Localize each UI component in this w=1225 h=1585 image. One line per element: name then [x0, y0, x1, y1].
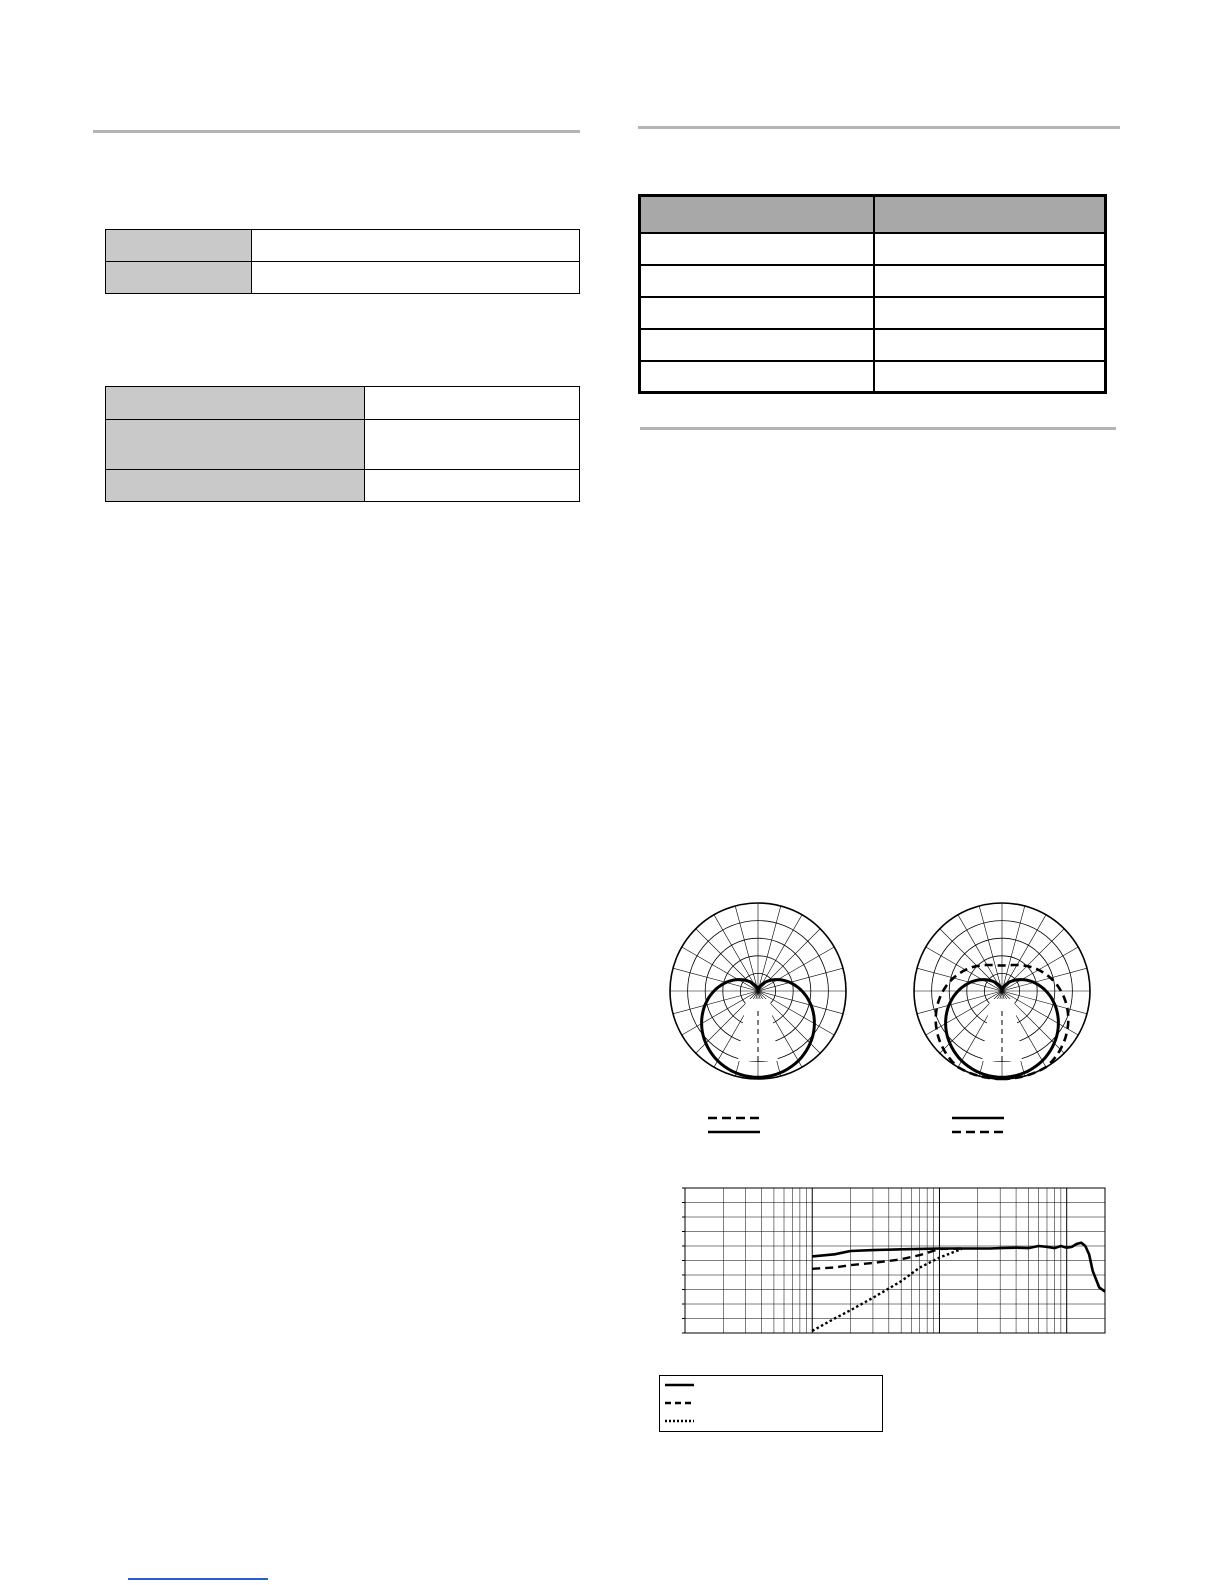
table-cell: [106, 230, 252, 262]
table-cell: [640, 329, 874, 361]
polar-pattern-diagram-left: [668, 901, 848, 1081]
table-row: [106, 230, 580, 262]
table-cell: [106, 387, 365, 420]
table-cell: [106, 470, 365, 502]
table-cell: [874, 329, 1106, 361]
table-cell: [106, 262, 252, 294]
table-row: [640, 329, 1106, 361]
table-row: [640, 233, 1106, 265]
table-cell: [252, 262, 580, 294]
polar-pattern-diagram-right: [912, 901, 1092, 1081]
table-row: [640, 297, 1106, 329]
table-header-cell: [640, 196, 874, 233]
table-row: [106, 420, 580, 470]
table-row: [640, 361, 1106, 393]
table-cell: [365, 420, 580, 470]
table-cell: [874, 233, 1106, 265]
table-cell: [640, 297, 874, 329]
table-cell: [640, 233, 874, 265]
table-row: [106, 262, 580, 294]
table-header-row: [640, 196, 1106, 233]
table-cell: [252, 230, 580, 262]
table-cell: [874, 297, 1106, 329]
left-section-rule: [93, 130, 580, 133]
table-cell: [874, 361, 1106, 393]
table-row: [640, 265, 1106, 297]
table-header-cell: [874, 196, 1106, 233]
right-section-rule-bottom: [640, 427, 1116, 430]
table-cell: [640, 265, 874, 297]
frequency-response-chart: [680, 1183, 1110, 1338]
frequency-legend: [660, 1376, 882, 1431]
footer-link-underline[interactable]: [128, 1578, 268, 1580]
right-section-rule-top: [638, 126, 1120, 129]
table-row: [106, 387, 580, 420]
table-cell: [365, 387, 580, 420]
table-cell: [874, 265, 1106, 297]
left-spec-table-1: [105, 229, 580, 294]
table-cell: [106, 420, 365, 470]
right-spec-table: [638, 194, 1107, 394]
table-cell: [640, 361, 874, 393]
left-spec-table-2: [105, 386, 580, 502]
polar-legend-left: [706, 1112, 766, 1138]
polar-legend-right: [950, 1112, 1010, 1138]
frequency-legend-box: [659, 1375, 883, 1432]
table-cell: [365, 470, 580, 502]
table-row: [106, 470, 580, 502]
